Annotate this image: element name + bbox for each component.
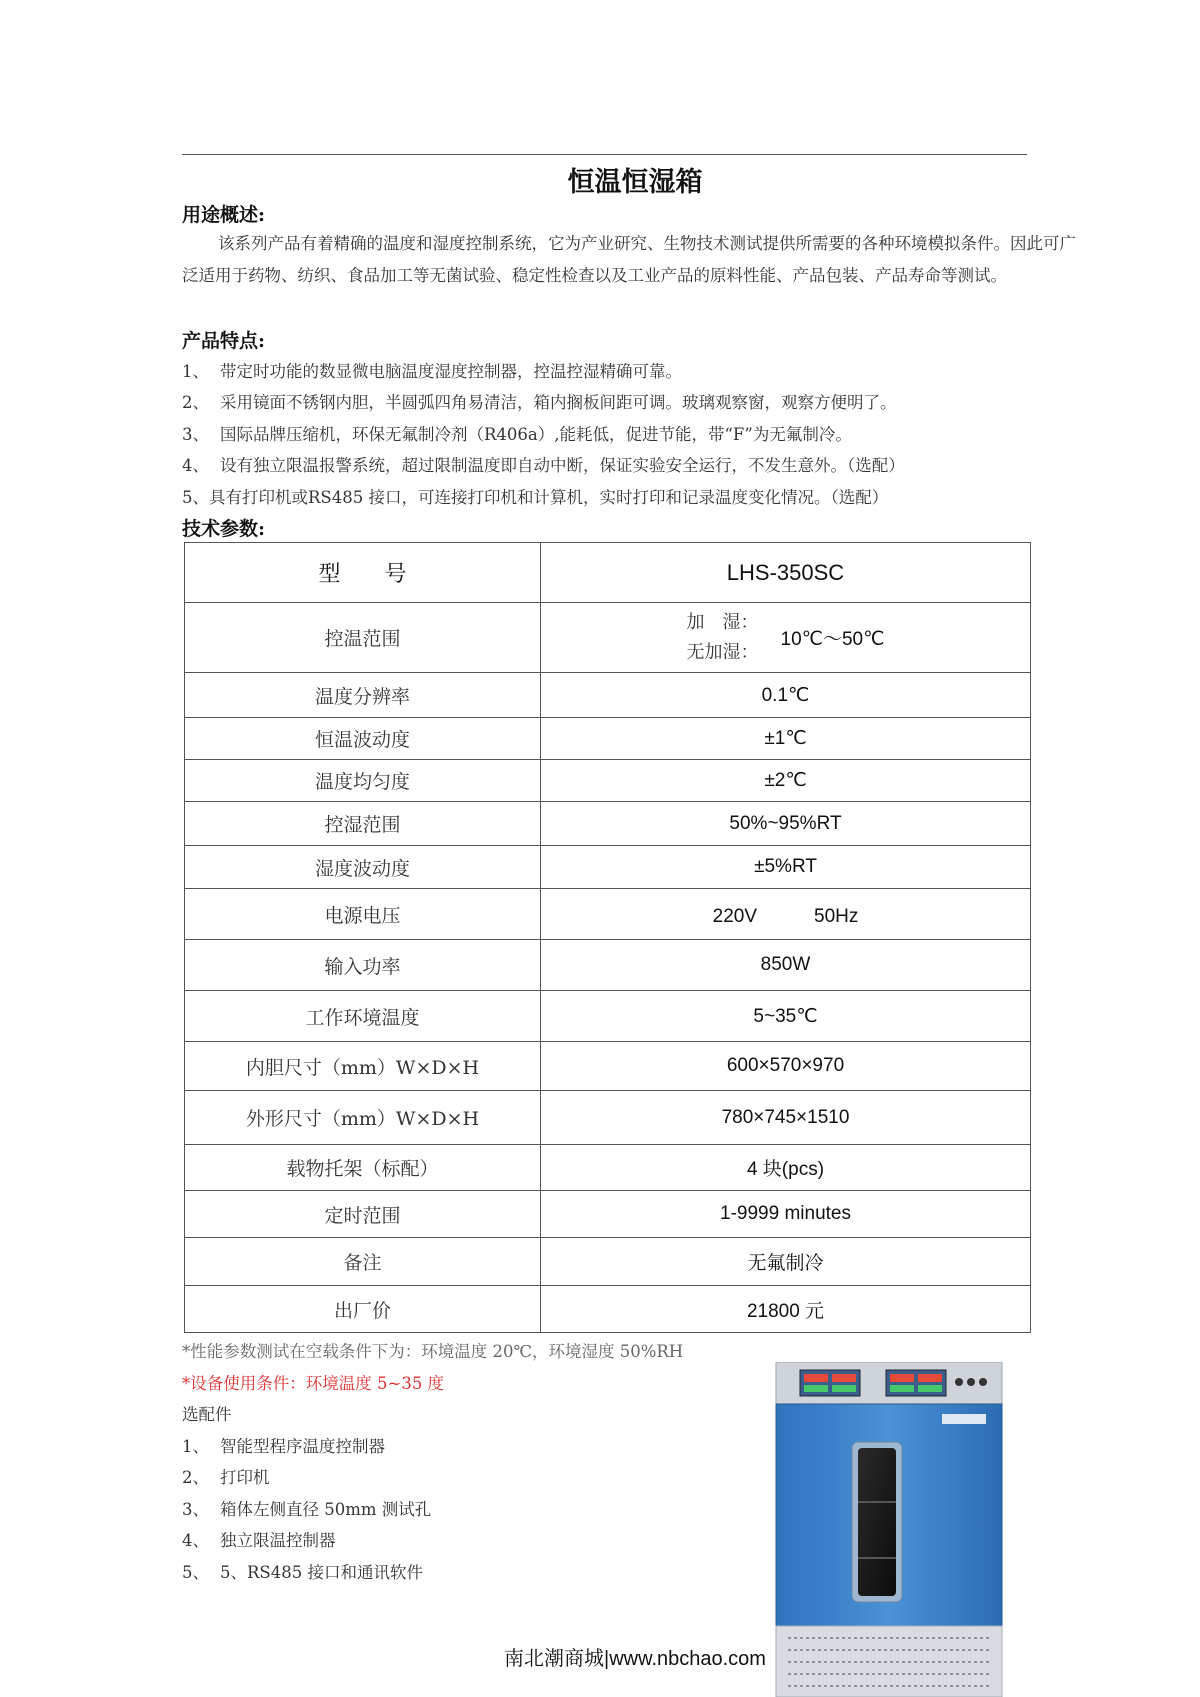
table-row bbox=[185, 802, 1031, 846]
table-row bbox=[185, 1042, 1031, 1091]
usage-text: 该系列产品有着精确的温度和湿度控制系统，它为产业研究、生物技术测试提供所需要的各种环境模拟条件。因此可广泛适用于药物、纺织、食品加工等无菌试验、稳定性检查以及工业产品的原料性能、产品包装、产品寿命等测试。 bbox=[182, 234, 1076, 285]
spec-value: 21800 元 bbox=[541, 1286, 1031, 1333]
features-heading: 产品特点: bbox=[182, 330, 266, 352]
feature-item: 4、 设有独立限温报警系统，超过限制温度即自动中断，保证实验安全运行，不发生意外。（选配） bbox=[182, 456, 905, 475]
spec-key: 备注 bbox=[185, 1238, 541, 1286]
table-row bbox=[185, 940, 1031, 991]
humidity-modes: 加 湿： 无加湿： bbox=[686, 611, 759, 663]
spec-key: 电源电压 bbox=[185, 889, 541, 940]
usage-paragraph bbox=[182, 228, 1090, 291]
page-title: 恒温恒湿箱 bbox=[567, 167, 703, 198]
model-value: LHS-350SC bbox=[541, 543, 1031, 603]
usage-heading: 用途概述: bbox=[182, 204, 266, 226]
table-row bbox=[185, 1145, 1031, 1191]
spec-key: 控湿范围 bbox=[185, 802, 541, 846]
spec-value bbox=[541, 603, 1031, 673]
option-item: 4、 独立限温控制器 bbox=[182, 1531, 336, 1550]
spec-value: 无氟制冷 bbox=[541, 1238, 1031, 1286]
feature-item: 1、 带定时功能的数显微电脑温度湿度控制器，控温控湿精确可靠。 bbox=[182, 362, 682, 381]
table-row bbox=[185, 1191, 1031, 1238]
table-row bbox=[185, 718, 1031, 760]
spec-value: ±1℃ bbox=[541, 718, 1031, 760]
spec-table bbox=[184, 542, 1031, 1333]
spec-key: 温度分辨率 bbox=[185, 673, 541, 718]
options-heading: 选配件 bbox=[182, 1405, 232, 1424]
spec-value: 1-9999 minutes bbox=[541, 1191, 1031, 1238]
test-condition-note: *性能参数测试在空载条件下为：环境温度 20℃，环境湿度 50%RH bbox=[182, 1342, 684, 1361]
option-item: 1、 智能型程序温度控制器 bbox=[182, 1437, 385, 1456]
table-row bbox=[185, 846, 1031, 889]
spec-key: 工作环境温度 bbox=[185, 991, 541, 1042]
feature-item: 3、 国际品牌压缩机，环保无氟制冷剂（R406a）,能耗低，促进节能，带“F”为无氟制冷。 bbox=[182, 425, 852, 444]
spec-key: 温度均匀度 bbox=[185, 760, 541, 802]
spec-key: 载物托架（标配） bbox=[185, 1145, 541, 1191]
spec-key: 控温范围 bbox=[185, 603, 541, 673]
spec-value: 50%~95%RT bbox=[541, 802, 1031, 846]
option-item: 3、 箱体左侧直径 50mm 测试孔 bbox=[182, 1500, 432, 1519]
spec-value: ±5%RT bbox=[541, 846, 1031, 889]
spec-key: 外形尺寸（mm）W×D×H bbox=[185, 1091, 541, 1145]
spec-value: 220V 50Hz bbox=[541, 889, 1031, 940]
spec-key: 出厂价 bbox=[185, 1286, 541, 1333]
spec-key: 内胆尺寸（mm）W×D×H bbox=[185, 1042, 541, 1091]
spec-value: 0.1℃ bbox=[541, 673, 1031, 718]
table-row bbox=[185, 603, 1031, 673]
table-row bbox=[185, 991, 1031, 1042]
table-header-row bbox=[185, 543, 1031, 603]
temp-range-value: 10℃～50℃ bbox=[780, 629, 885, 650]
spec-key: 恒温波动度 bbox=[185, 718, 541, 760]
spec-value: 850W bbox=[541, 940, 1031, 991]
table-row bbox=[185, 1091, 1031, 1145]
spec-value: 780×745×1510 bbox=[541, 1091, 1031, 1145]
option-item: 2、 打印机 bbox=[182, 1468, 270, 1487]
spec-value: 600×570×970 bbox=[541, 1042, 1031, 1091]
header-rule bbox=[182, 154, 1027, 155]
table-row bbox=[185, 1238, 1031, 1286]
table-row bbox=[185, 760, 1031, 802]
feature-item: 5、具有打印机或RS485 接口，可连接打印机和计算机，实时打印和记录温度变化情况。（选配） bbox=[182, 488, 889, 507]
footer-site: 南北潮商城|www.nbchao.com bbox=[504, 1648, 766, 1670]
spec-value: 5~35℃ bbox=[541, 991, 1031, 1042]
spec-key: 定时范围 bbox=[185, 1191, 541, 1238]
spec-key: 湿度波动度 bbox=[185, 846, 541, 889]
specs-heading: 技术参数: bbox=[182, 518, 266, 540]
spec-value: ±2℃ bbox=[541, 760, 1031, 802]
spec-key: 输入功率 bbox=[185, 940, 541, 991]
table-row bbox=[185, 673, 1031, 718]
feature-item: 2、 采用镜面不锈钢内胆，半圆弧四角易清洁，箱内搁板间距可调。玻璃观察窗，观察方便明了。 bbox=[182, 393, 897, 412]
model-label: 型 号 bbox=[185, 543, 541, 603]
table-row bbox=[185, 889, 1031, 940]
option-item: 5、 5、RS485 接口和通讯软件 bbox=[182, 1563, 423, 1582]
table-row bbox=[185, 1286, 1031, 1333]
use-condition-note: *设备使用条件：环境温度 5~35 度 bbox=[182, 1374, 445, 1393]
spec-value: 4 块(pcs) bbox=[541, 1145, 1031, 1191]
